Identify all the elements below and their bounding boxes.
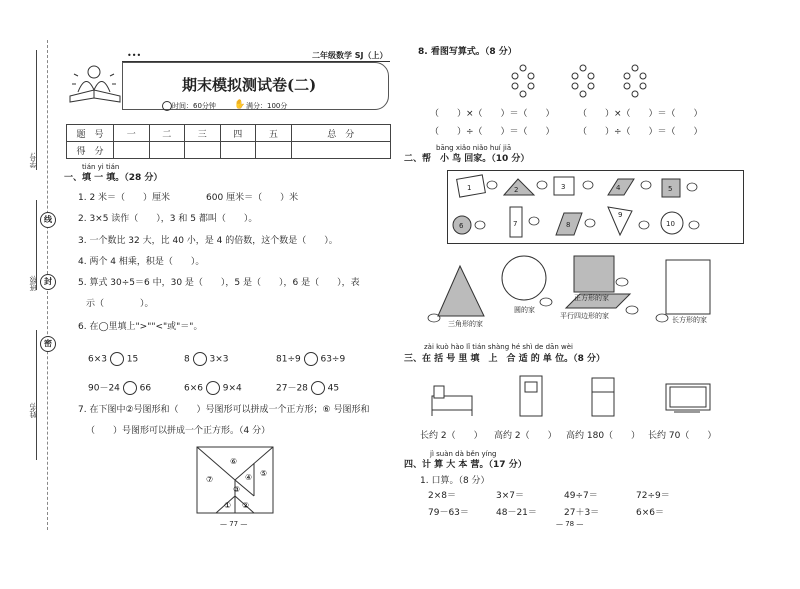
compare-circle[interactable] bbox=[206, 381, 220, 395]
question-4: 4. 两个 4 相乘，积是（ ）。 bbox=[78, 257, 205, 267]
score-row-label: 得 分 bbox=[67, 142, 114, 159]
score-header-cell: 三 bbox=[185, 125, 221, 142]
shape-number: 1 bbox=[467, 184, 472, 192]
score-header-cell: 题 号 bbox=[67, 125, 114, 142]
birds-shapes-figure bbox=[448, 171, 742, 241]
equation-blank[interactable]: （ ）÷（ ）＝（ ） bbox=[430, 127, 555, 137]
compare-circle[interactable] bbox=[304, 352, 318, 366]
calc-item[interactable]: 49÷7＝ bbox=[564, 491, 598, 501]
header-dots: ••• bbox=[127, 51, 142, 60]
section4-title: 四、计 算 大 本 营。（17 分） bbox=[404, 460, 527, 470]
score-header-cell: 总 分 bbox=[291, 125, 390, 142]
question-8-title: 8. 看图写算式。（8 分） bbox=[418, 47, 517, 57]
score-header-cell: 二 bbox=[149, 125, 185, 142]
tangram-figure bbox=[196, 446, 276, 516]
shape-number: 8 bbox=[566, 221, 571, 229]
shape-homes-figure bbox=[420, 252, 740, 338]
calc-item[interactable]: 3×7＝ bbox=[496, 491, 524, 501]
unit-blank[interactable]: 长约 70（ ） bbox=[648, 431, 717, 441]
book-illustration bbox=[64, 62, 126, 108]
calc-item[interactable]: 79－63＝ bbox=[428, 508, 469, 518]
score-cell[interactable] bbox=[256, 142, 292, 159]
compare-circle[interactable] bbox=[193, 352, 207, 366]
score-cell[interactable] bbox=[291, 142, 390, 159]
score-cell[interactable] bbox=[220, 142, 256, 159]
page-number-left: — 77 — bbox=[220, 520, 248, 528]
question-1: 1. 2 米＝（ ）厘米 600 厘米＝（ ）米 bbox=[78, 193, 299, 203]
score-cell[interactable] bbox=[149, 142, 185, 159]
shape-number: 3 bbox=[561, 183, 566, 191]
section3-title: 三、在 括 号 里 填 上 合 适 的 单 位。（8 分） bbox=[404, 354, 605, 364]
question-2: 2. 3×5 读作（ ），3 和 5 都叫（ ）。 bbox=[78, 214, 258, 224]
shape-number: 4 bbox=[616, 184, 621, 192]
question-7-line2: （ ）号图形可以拼成一个正方形。（4 分） bbox=[86, 426, 271, 436]
compare-item: 8 3×3 bbox=[184, 352, 228, 366]
home-label: 圆的家 bbox=[514, 306, 535, 314]
tangram-label: ⑤ bbox=[260, 469, 268, 478]
question-5-line2: 示（ ）。 bbox=[86, 299, 154, 309]
score-cell[interactable] bbox=[114, 142, 150, 159]
dot-groups-figure bbox=[505, 64, 665, 100]
unit-blank[interactable]: 高约 180（ ） bbox=[566, 431, 641, 441]
shape-number: 9 bbox=[618, 211, 623, 219]
page-number-right: — 78 — bbox=[556, 520, 584, 528]
shape-number: 2 bbox=[514, 186, 519, 194]
equation-blank[interactable]: （ ）×（ ）＝（ ） bbox=[578, 109, 703, 119]
compare-circle[interactable] bbox=[110, 352, 124, 366]
section4-pinyin: jì suàn dà běn yíng bbox=[430, 450, 497, 458]
question-6: 6. 在◯里填上">""<"或"＝"。 bbox=[78, 322, 203, 332]
score-table bbox=[66, 124, 391, 159]
tangram-label: ⑥ bbox=[230, 457, 238, 466]
question-3: 3. 一个数比 32 大，比 40 小，是 4 的倍数，这个数是（ ）。 bbox=[78, 236, 338, 246]
compare-item: 6×3 15 bbox=[88, 352, 138, 366]
section1-pinyin: tián yi tián bbox=[82, 163, 120, 171]
home-label: 正方形的家 bbox=[574, 294, 609, 302]
score-header-cell: 五 bbox=[256, 125, 292, 142]
score-cell[interactable] bbox=[185, 142, 221, 159]
section2-title: 二、帮 小 鸟 回家。（10 分） bbox=[404, 154, 530, 164]
grade-label: 二年级数学 SJ（上） bbox=[312, 51, 388, 60]
calc-item[interactable]: 27＋3＝ bbox=[564, 508, 600, 518]
page-title: 期末模拟测试卷(二) bbox=[182, 76, 317, 94]
time-label: 时间：60分钟 bbox=[172, 102, 216, 110]
subsection-oral-calc: 1. 口算。（8 分） bbox=[420, 476, 490, 486]
home-label: 长方形的家 bbox=[672, 316, 707, 324]
seal-mark-line: 线 bbox=[40, 212, 56, 228]
tangram-label: ③ bbox=[233, 485, 241, 494]
clock-icon bbox=[162, 101, 172, 111]
home-label: 三角形的家 bbox=[448, 320, 483, 328]
equation-blank[interactable]: （ ）×（ ）＝（ ） bbox=[430, 109, 555, 119]
class-label: 班级: bbox=[29, 275, 37, 292]
student-id-label: 学号: bbox=[29, 152, 37, 169]
equation-blank[interactable]: （ ）÷（ ）＝（ ） bbox=[578, 127, 703, 137]
score-header-cell: 一 bbox=[114, 125, 150, 142]
home-label: 平行四边形的家 bbox=[560, 312, 609, 320]
compare-item: 27－28 45 bbox=[276, 381, 339, 395]
calc-item[interactable]: 72÷9＝ bbox=[636, 491, 670, 501]
tangram-label: ② bbox=[242, 501, 250, 510]
compare-item: 6×6 9×4 bbox=[184, 381, 242, 395]
unit-blank[interactable]: 长约 2（ ） bbox=[420, 431, 483, 441]
calc-item[interactable]: 48－21＝ bbox=[496, 508, 537, 518]
tangram-label: ⑦ bbox=[206, 475, 214, 484]
section2-pinyin: bāng xiǎo niǎo huí jiā bbox=[436, 144, 512, 152]
compare-circle[interactable] bbox=[311, 381, 325, 395]
unit-blank[interactable]: 高约 2（ ） bbox=[494, 431, 557, 441]
compare-item: 81÷9 63÷9 bbox=[276, 352, 345, 366]
shape-number: 5 bbox=[668, 185, 673, 193]
name-label: 姓名: bbox=[29, 402, 37, 419]
section1-title: 一、填 一 填。（28 分） bbox=[64, 173, 163, 183]
tangram-label: ① bbox=[224, 501, 232, 510]
seal-mark-secret: 密 bbox=[40, 336, 56, 352]
calc-item[interactable]: 2×8＝ bbox=[428, 491, 456, 501]
full-score-label: 满分：100分 bbox=[246, 102, 288, 110]
compare-item: 90－24 66 bbox=[88, 381, 151, 395]
objects-figure bbox=[430, 374, 720, 420]
shape-number: 7 bbox=[513, 220, 518, 228]
shape-number: 6 bbox=[459, 222, 464, 230]
hand-icon: ✋ bbox=[234, 100, 246, 110]
shape-number: 10 bbox=[666, 220, 675, 228]
tangram-label: ④ bbox=[245, 473, 253, 482]
question-7-line1: 7. 在下图中②号图形和（ ）号图形可以拼成一个正方形；⑥ 号图形和 bbox=[78, 405, 370, 415]
seal-mark-seal: 封 bbox=[40, 274, 56, 290]
score-header-cell: 四 bbox=[220, 125, 256, 142]
compare-circle[interactable] bbox=[123, 381, 137, 395]
calc-item[interactable]: 6×6＝ bbox=[636, 508, 664, 518]
section3-pinyin: zài kuò hào lǐ tián shàng hé shì de dān wèi bbox=[424, 343, 573, 351]
name-line bbox=[36, 330, 37, 460]
question-5-line1: 5. 算式 30÷5＝6 中，30 是（ ），5 是（ ），6 是（ ），表 bbox=[78, 278, 360, 288]
